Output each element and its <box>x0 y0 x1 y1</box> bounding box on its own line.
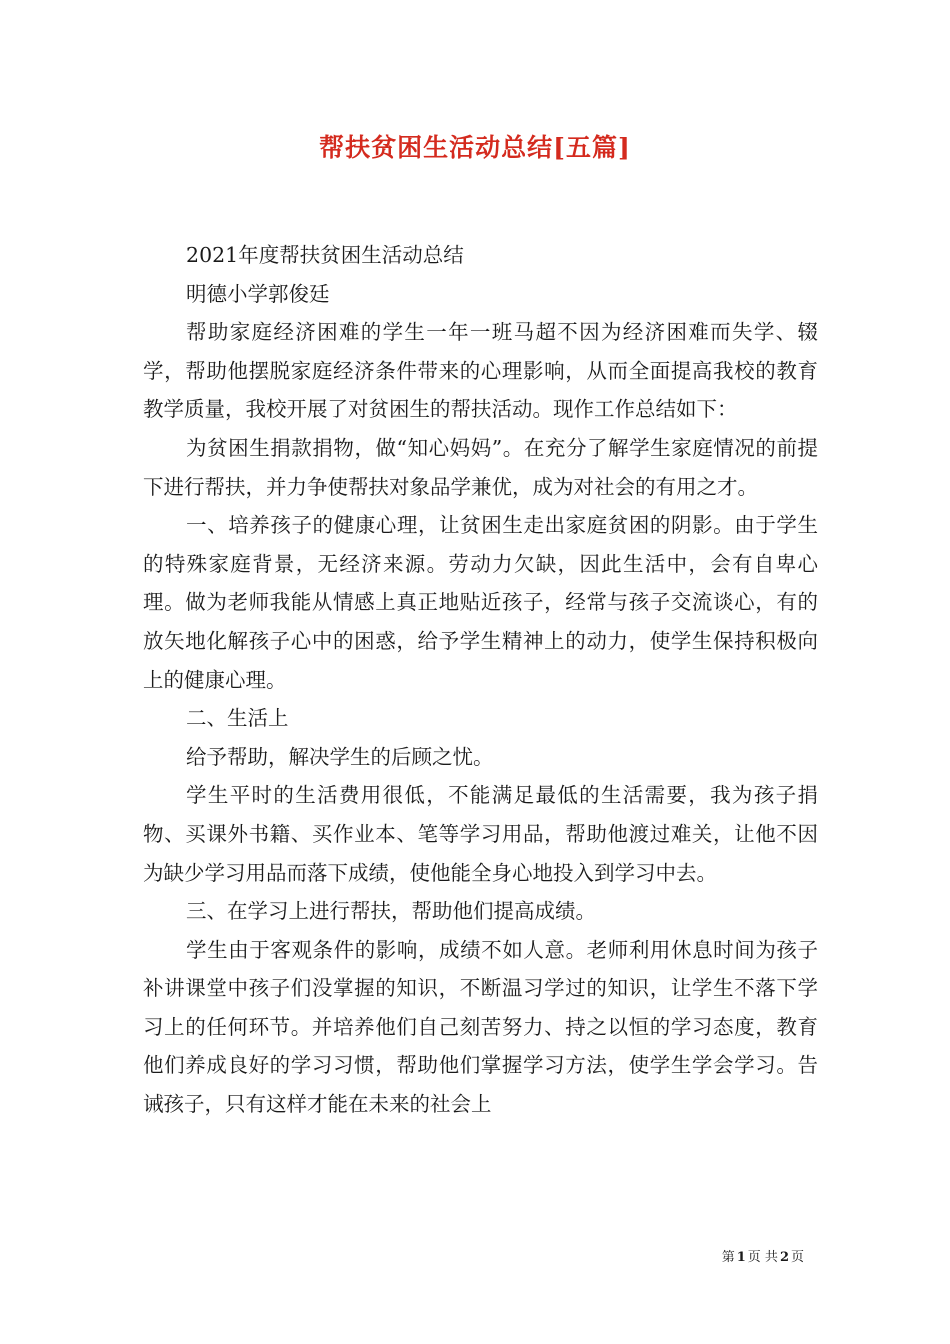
footer-middle: 页 共 <box>747 1250 778 1265</box>
page-footer <box>722 1246 804 1265</box>
paragraph-section-3-heading: 三、在学习上进行帮扶，帮助他们提高成绩。 <box>186 899 597 924</box>
document-title: 帮扶贫困生活动总结[五篇] <box>319 133 631 162</box>
paragraph-section-2-sub: 给予帮助，解决学生的后顾之忧。 <box>186 744 494 769</box>
footer-suffix: 页 <box>790 1250 804 1265</box>
paragraph-section-2-heading: 二、生活上 <box>186 706 289 731</box>
paragraph-section-2-body: 学生平时的生活费用很低，不能满足最低的生活需要，我为孩子捐物、买课外书籍、买作业本、笔等学习用品，帮助他渡过难关，让他不因为缺少学习用品而落下成绩，使他能全身心地投入到学习中去。 <box>143 783 818 885</box>
paragraph-author: 明德小学郭俊廷 <box>186 281 330 306</box>
footer-prefix: 第 <box>721 1250 735 1265</box>
footer-page-total: 2 <box>779 1250 789 1265</box>
paragraph-donation: 为贫困生捐款捐物，做“知心妈妈”。在充分了解学生家庭情况的前提下进行帮扶，并力争使帮扶对象品学兼优，成为对社会的有用之才。 <box>143 435 818 499</box>
document-body <box>143 236 818 1124</box>
paragraph-section-1: 一、培养孩子的健康心理，让贫困生走出家庭贫困的阴影。由于学生的特殊家庭背景，无经济来源。劳动力欠缺，因此生活中，会有自卑心理。做为老师我能从情感上真正地贴近孩子，经常与孩子交流谈心，有的放矢地化解孩子心中的困惑，给予学生精神上的动力，使学生保持积极向上的健康心理。 <box>143 513 818 692</box>
paragraph-intro: 帮助家庭经济困难的学生一年一班马超不因为经济困难而失学、辍学，帮助他摆脱家庭经济条件带来的心理影响，从而全面提高我校的教育教学质量，我校开展了对贫困生的帮扶活动。现作工作总结如下： <box>143 320 818 422</box>
footer-page-number: 1 <box>736 1250 746 1265</box>
paragraph-section-3-body: 学生由于客观条件的影响，成绩不如人意。老师利用休息时间为孩子补讲课堂中孩子们没掌握的知识，不断温习学过的知识，让学生不落下学习上的任何环节。并培养他们自己刻苦努力、持之以恒的学习态度，教育他们养成良好的学习习惯，帮助他们掌握学习方法，使学生学会学习。告诫孩子，只有这样才能在未来的社会上 <box>143 937 818 1117</box>
paragraph-heading: 2021年度帮扶贫困生活动总结 <box>186 243 464 267</box>
